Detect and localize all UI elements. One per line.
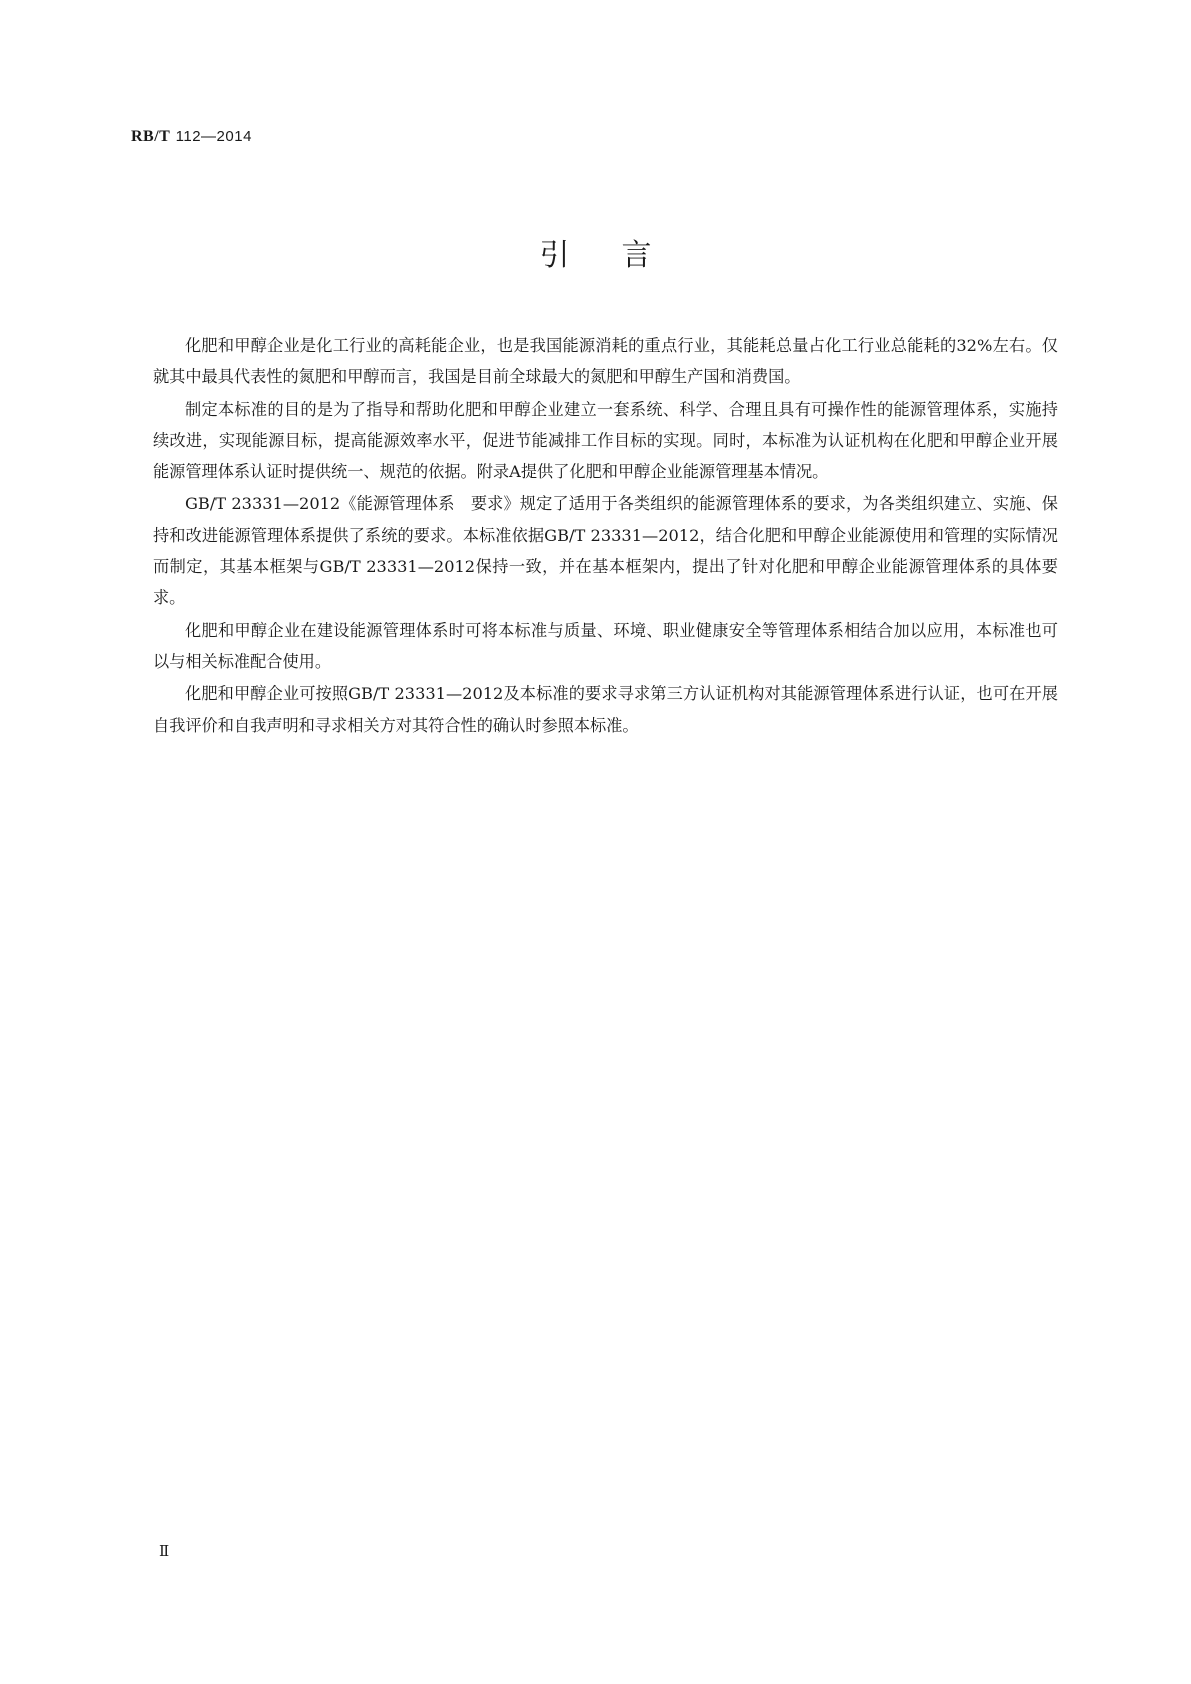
paragraph: 化肥和甲醇企业是化工行业的高耗能企业，也是我国能源消耗的重点行业，其能耗总量占化工行业总能耗的32%左右。仅就其中最具代表性的氮肥和甲醇而言，我国是目前全球最大的氮肥和甲醇生产国和消费国。 <box>153 336 1058 387</box>
page-number: Ⅱ <box>159 1544 170 1560</box>
section-title: 引言 <box>539 238 704 273</box>
introduction-body <box>153 330 1058 742</box>
document-code <box>131 127 252 146</box>
paragraph: 制定本标准的目的是为了指导和帮助化肥和甲醇企业建立一套系统、科学、合理且具有可操作性的能源管理体系，实施持续改进，实现能源目标，提高能源效率水平，促进节能减排工作目标的实现。同时，本标准为认证机构在化肥和甲醇企业开展能源管理体系认证时提供统一、规范的依据。附录A提供了化肥和甲醇企业能源管理基本情况。 <box>153 399 1058 482</box>
standard-number: 112—2014 <box>175 128 252 145</box>
paragraph: GB/T 23331—2012《能源管理体系 要求》规定了适用于各类组织的能源管理体系的要求，为各类组织建立、实施、保持和改进能源管理体系提供了系统的要求。本标准依据GB/T 23331—2012，结合化肥和甲醇企业能源使用和管理的实际情况而制定，其基本框架与GB/T 23331—2012保持一致，并在基本框架内，提出了针对化肥和甲醇企业能源管理体系的具体要求。 <box>153 494 1058 608</box>
paragraph: 化肥和甲醇企业在建设能源管理体系时可将本标准与质量、环境、职业健康安全等管理体系相结合加以应用，本标准也可以与相关标准配合使用。 <box>153 620 1058 671</box>
paragraph: 化肥和甲醇企业可按照GB/T 23331—2012及本标准的要求寻求第三方认证机构对其能源管理体系进行认证，也可在开展自我评价和自我声明和寻求相关方对其符合性的确认时参照本标准。 <box>153 684 1058 735</box>
standard-prefix: RB/T <box>131 128 171 145</box>
